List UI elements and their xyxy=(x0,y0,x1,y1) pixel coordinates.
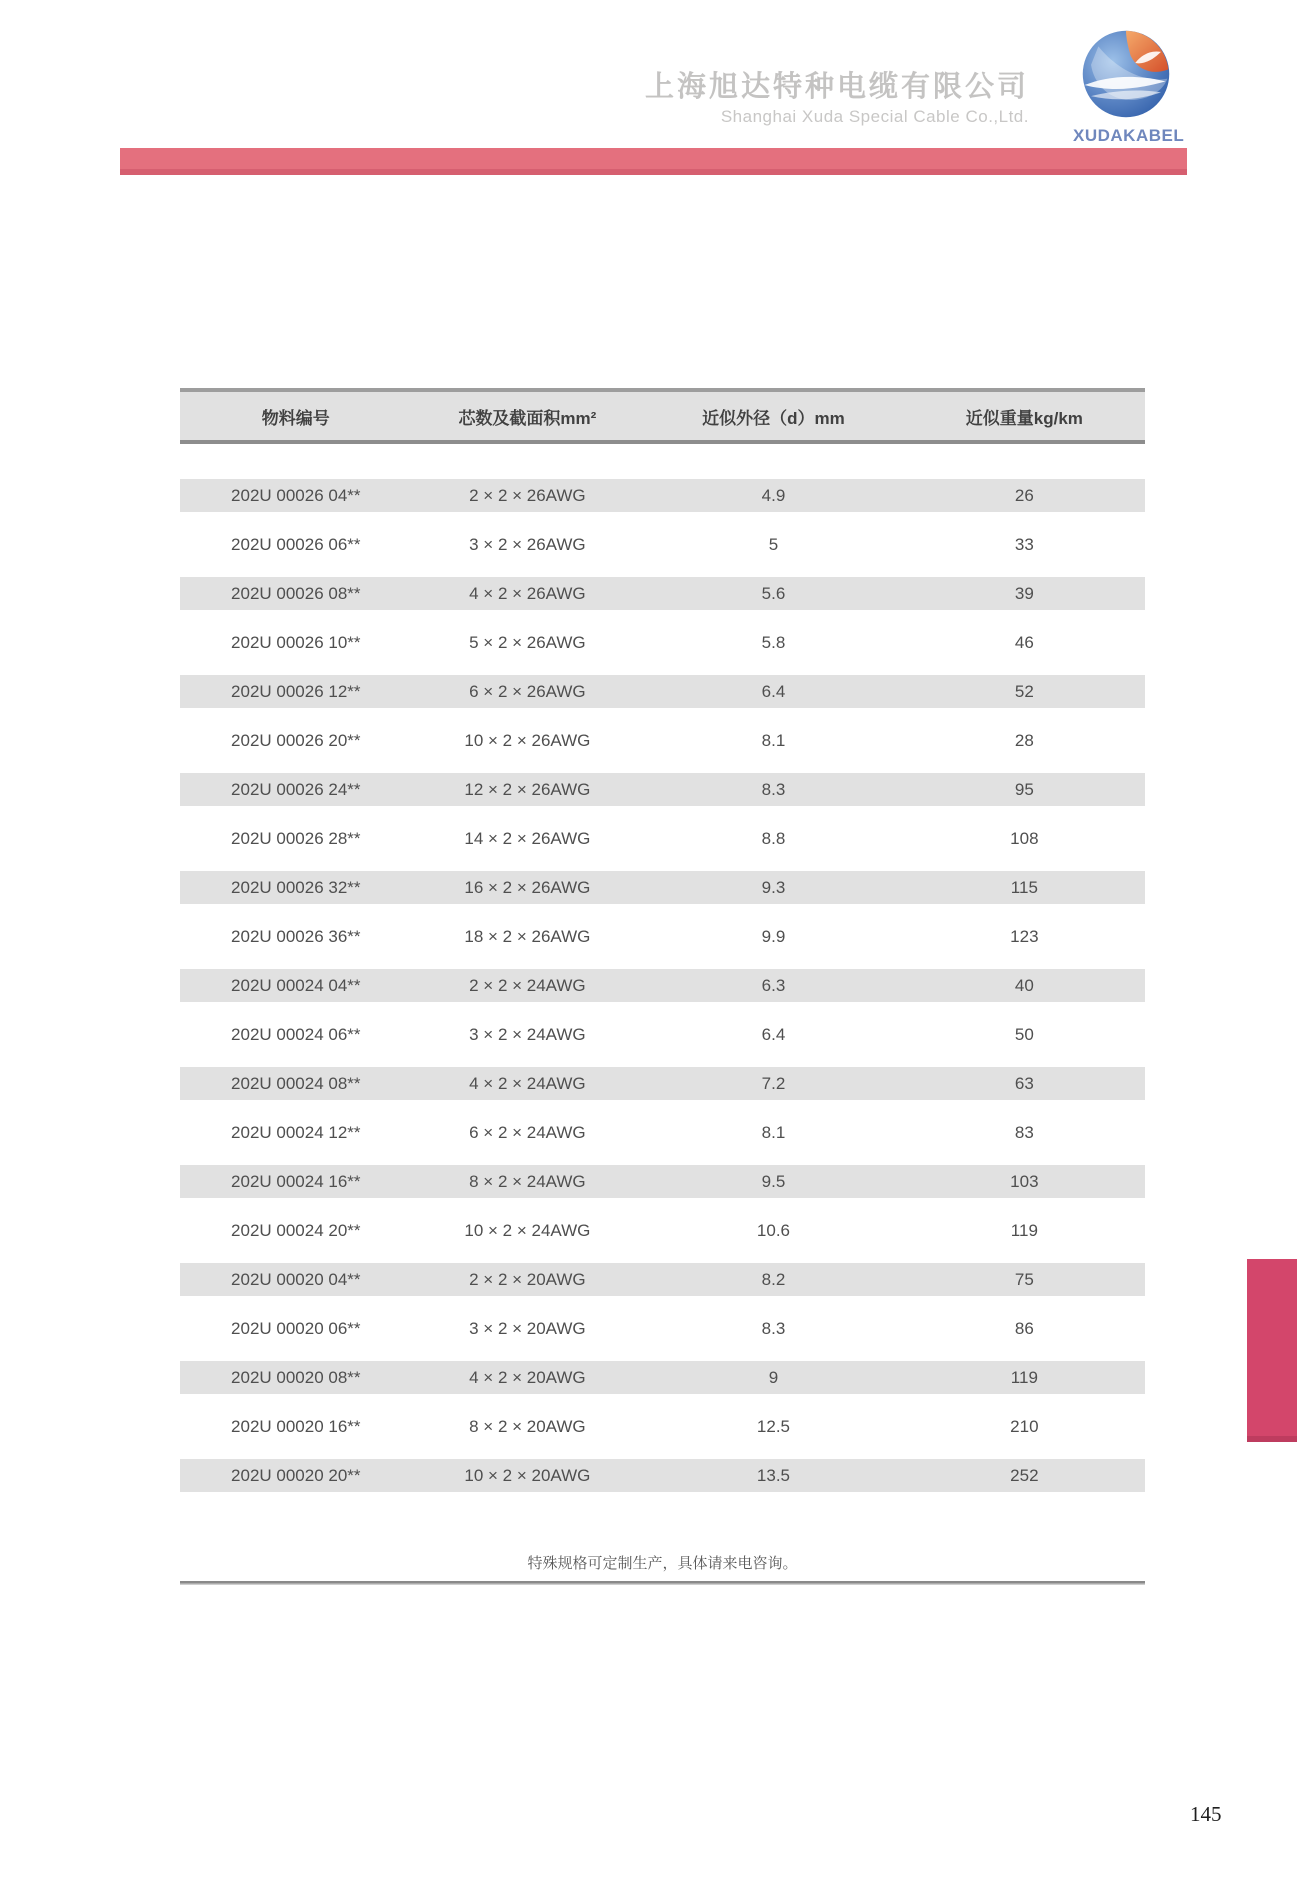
table-row xyxy=(180,1018,1145,1051)
cell-weight: 123 xyxy=(1010,926,1039,946)
cell-material-number: 202U 00024 08** xyxy=(231,1073,361,1093)
table-row xyxy=(180,1361,1145,1394)
cell-weight: 33 xyxy=(1014,534,1034,554)
cell-weight: 115 xyxy=(1010,877,1038,897)
cell-core-spec: 4 × 2 × 24AWG xyxy=(469,1073,586,1093)
table-row xyxy=(180,1312,1145,1345)
table-row xyxy=(180,1410,1145,1443)
cell-material-number: 202U 00020 08** xyxy=(231,1367,361,1387)
cell-weight: 252 xyxy=(1010,1465,1039,1485)
cell-outer-diameter: 9.5 xyxy=(761,1171,786,1191)
table-row xyxy=(180,626,1145,659)
table-row xyxy=(180,724,1145,757)
cell-weight: 26 xyxy=(1014,485,1034,505)
cell-outer-diameter: 8.1 xyxy=(761,1122,786,1142)
company-name-en: Shanghai Xuda Special Cable Co.,Ltd. xyxy=(720,107,1029,126)
cell-outer-diameter: 6.3 xyxy=(761,975,786,995)
table-row xyxy=(180,822,1145,855)
cell-outer-diameter: 7.2 xyxy=(761,1073,786,1093)
cell-material-number: 202U 00026 12** xyxy=(231,681,361,701)
company-logo xyxy=(1073,28,1185,146)
cell-weight: 95 xyxy=(1014,779,1034,799)
header-cell-material-number: 物料编号 xyxy=(261,408,330,428)
table-row xyxy=(180,479,1145,512)
cell-material-number: 202U 00020 20** xyxy=(231,1465,361,1485)
table-body xyxy=(180,479,1145,1492)
cell-material-number: 202U 00026 28** xyxy=(231,828,361,848)
cell-outer-diameter: 5.6 xyxy=(761,583,786,603)
cell-weight: 28 xyxy=(1014,730,1034,750)
cell-core-spec: 10 × 2 × 26AWG xyxy=(464,730,591,750)
cell-weight: 103 xyxy=(1010,1171,1039,1191)
cell-weight: 86 xyxy=(1014,1318,1034,1338)
cell-core-spec: 12 × 2 × 26AWG xyxy=(464,779,591,799)
table-row xyxy=(180,577,1145,610)
cell-weight: 210 xyxy=(1010,1416,1039,1436)
cell-outer-diameter: 8.2 xyxy=(761,1269,786,1289)
header-cell-core-spec: 芯数及截面积mm² xyxy=(458,408,597,428)
cell-weight: 63 xyxy=(1014,1073,1034,1093)
cell-weight: 39 xyxy=(1014,583,1034,603)
header-cell-outer-diameter: 近似外径（d）mm xyxy=(702,408,845,428)
table-row xyxy=(180,1067,1145,1100)
section-side-tab xyxy=(1247,1259,1297,1442)
cell-material-number: 202U 00024 20** xyxy=(231,1220,361,1240)
page-number: 145 xyxy=(1190,1802,1222,1826)
logo-wordmark: XUDAKABEL xyxy=(1073,126,1185,145)
company-name-zh: 上海旭达特种电缆有限公司 xyxy=(644,71,1029,103)
cell-outer-diameter: 4.9 xyxy=(761,485,786,505)
cell-outer-diameter: 13.5 xyxy=(756,1465,790,1485)
cell-weight: 108 xyxy=(1010,828,1039,848)
cell-core-spec: 6 × 2 × 26AWG xyxy=(469,681,586,701)
spec-table xyxy=(180,388,1145,1492)
cell-material-number: 202U 00024 04** xyxy=(231,975,361,995)
cell-weight: 75 xyxy=(1014,1269,1034,1289)
cell-core-spec: 14 × 2 × 26AWG xyxy=(464,828,591,848)
cell-outer-diameter: 10.6 xyxy=(756,1220,790,1240)
footer-note: 特殊规格可定制生产，具体请来电咨询。 xyxy=(527,1555,798,1572)
table-row xyxy=(180,773,1145,806)
table-header-row xyxy=(180,388,1145,444)
cell-core-spec: 2 × 2 × 20AWG xyxy=(469,1269,586,1289)
cell-outer-diameter: 6.4 xyxy=(761,681,786,701)
cell-core-spec: 8 × 2 × 20AWG xyxy=(469,1416,586,1436)
cell-material-number: 202U 00026 10** xyxy=(231,632,361,652)
cell-material-number: 202U 00026 08** xyxy=(231,583,361,603)
cell-outer-diameter: 8.3 xyxy=(761,1318,786,1338)
cell-weight: 46 xyxy=(1014,632,1034,652)
cell-material-number: 202U 00026 32** xyxy=(231,877,361,897)
cell-core-spec: 4 × 2 × 20AWG xyxy=(469,1367,586,1387)
cell-core-spec: 6 × 2 × 24AWG xyxy=(469,1122,586,1142)
cell-material-number: 202U 00020 16** xyxy=(231,1416,361,1436)
cell-material-number: 202U 00024 16** xyxy=(231,1171,361,1191)
table-row xyxy=(180,871,1145,904)
header-cell-weight: 近似重量kg/km xyxy=(965,408,1083,428)
cell-outer-diameter: 8.1 xyxy=(761,730,786,750)
cell-weight: 119 xyxy=(1010,1220,1038,1240)
cell-material-number: 202U 00024 12** xyxy=(231,1122,361,1142)
cell-core-spec: 3 × 2 × 24AWG xyxy=(469,1024,586,1044)
header-banner xyxy=(120,148,1187,175)
table-row xyxy=(180,1116,1145,1149)
cell-core-spec: 2 × 2 × 24AWG xyxy=(469,975,586,995)
cell-material-number: 202U 00026 20** xyxy=(231,730,361,750)
cell-outer-diameter: 6.4 xyxy=(761,1024,786,1044)
cell-material-number: 202U 00020 06** xyxy=(231,1318,361,1338)
cell-outer-diameter: 5 xyxy=(768,534,779,554)
cell-core-spec: 3 × 2 × 20AWG xyxy=(469,1318,586,1338)
cell-weight: 119 xyxy=(1010,1367,1038,1387)
cell-weight: 40 xyxy=(1014,975,1034,995)
cell-material-number: 202U 00026 06** xyxy=(231,534,361,554)
cell-weight: 50 xyxy=(1014,1024,1034,1044)
table-row xyxy=(180,920,1145,953)
cell-outer-diameter: 12.5 xyxy=(756,1416,790,1436)
cell-outer-diameter: 5.8 xyxy=(761,632,786,652)
cell-material-number: 202U 00026 36** xyxy=(231,926,361,946)
cell-outer-diameter: 9.9 xyxy=(761,926,786,946)
cell-core-spec: 2 × 2 × 26AWG xyxy=(469,485,586,505)
table-row xyxy=(180,1459,1145,1492)
cell-core-spec: 4 × 2 × 26AWG xyxy=(469,583,586,603)
table-row xyxy=(180,675,1145,708)
cell-weight: 52 xyxy=(1014,681,1034,701)
cell-core-spec: 8 × 2 × 24AWG xyxy=(469,1171,586,1191)
cell-outer-diameter: 9 xyxy=(768,1367,779,1387)
cell-material-number: 202U 00026 24** xyxy=(231,779,361,799)
cell-weight: 83 xyxy=(1014,1122,1034,1142)
cell-core-spec: 10 × 2 × 24AWG xyxy=(464,1220,591,1240)
cell-outer-diameter: 8.3 xyxy=(761,779,786,799)
table-row xyxy=(180,1263,1145,1296)
cell-core-spec: 5 × 2 × 26AWG xyxy=(469,632,586,652)
cell-core-spec: 10 × 2 × 20AWG xyxy=(464,1465,591,1485)
cell-outer-diameter: 8.8 xyxy=(761,828,786,848)
table-row xyxy=(180,969,1145,1002)
cell-material-number: 202U 00020 04** xyxy=(231,1269,361,1289)
cell-material-number: 202U 00026 04** xyxy=(231,485,361,505)
table-row xyxy=(180,1165,1145,1198)
footer-rule xyxy=(180,1581,1145,1585)
logo-sphere-icon xyxy=(1080,28,1172,120)
table-row xyxy=(180,1214,1145,1247)
table-row xyxy=(180,528,1145,561)
cell-material-number: 202U 00024 06** xyxy=(231,1024,361,1044)
cell-outer-diameter: 9.3 xyxy=(761,877,786,897)
cell-core-spec: 3 × 2 × 26AWG xyxy=(469,534,586,554)
cell-core-spec: 18 × 2 × 26AWG xyxy=(464,926,591,946)
cell-core-spec: 16 × 2 × 26AWG xyxy=(464,877,591,897)
